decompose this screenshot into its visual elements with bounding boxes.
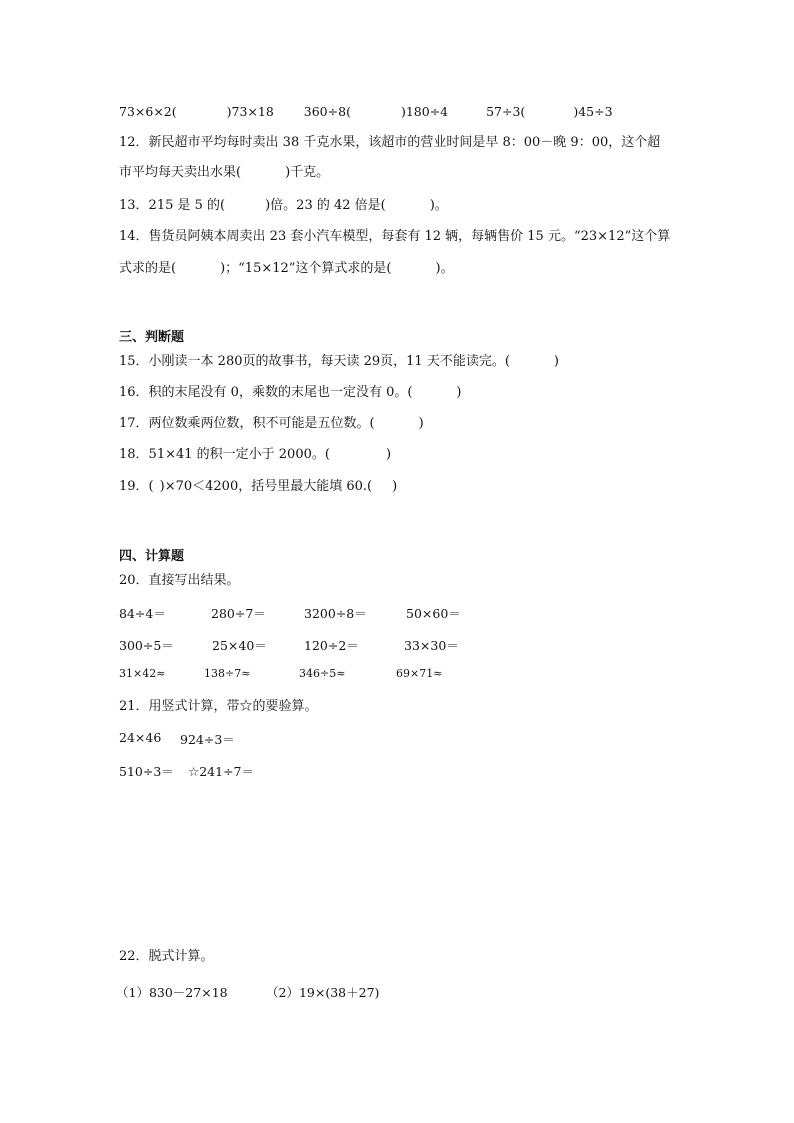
q20-row3-c3: 346÷5≈ <box>299 667 346 680</box>
q16-text: 16．积的末尾没有 0，乘数的末尾也一定没有 0。( <box>119 385 413 400</box>
q20-row1-c1: 84÷4＝ <box>119 606 166 621</box>
q20-row2-c3: 120÷2＝ <box>304 638 359 653</box>
q11-expr-f: )45÷3 <box>573 104 613 119</box>
q12-line1: 12．新民超市平均每时卖出 38 千克水果，该超市的营业时间是早 8：00－晚 9：00，这个超 <box>119 135 661 150</box>
q20-row2-c2: 25×40＝ <box>212 638 267 653</box>
q13-line <box>119 197 448 215</box>
q22-item-1: （1）830－27×18 <box>116 985 228 1000</box>
q14-line1: 14．售货员阿姨本周卖出 23 套小汽车模型，每套有 12 辆，每辆售价 15 元。“23×12”这个算 <box>119 229 671 244</box>
q15-close: ) <box>553 354 559 369</box>
q19-open: 19．( <box>119 479 154 494</box>
q13-part-c: )。 <box>429 198 448 213</box>
q15-text: 15．小刚读一本 280页的故事书，每天读 29页，11 天不能读完。( <box>119 354 510 369</box>
q11-line <box>119 104 613 119</box>
q21-row1-c1: 24×46 <box>119 730 162 745</box>
q20-row3-c2: 138÷7≈ <box>204 667 251 680</box>
q11-expr-e: 57÷3( <box>486 104 526 119</box>
q17-line <box>119 415 424 433</box>
q17-close: ) <box>418 416 424 431</box>
section-3-heading: 三、判断题 <box>119 330 185 345</box>
q11-expr-c: 360÷8( <box>303 104 351 119</box>
q14-line2 <box>119 260 454 278</box>
q11-expr-a: 73×6×2( <box>119 104 177 119</box>
q14-part-b: )；“15×12”这个算式求的是( <box>220 261 392 276</box>
q20-row2-c1: 300÷5＝ <box>119 638 174 653</box>
q20-row3-c4: 69×71≈ <box>396 667 443 680</box>
q19-close: ) <box>392 479 398 494</box>
q19-line <box>119 478 397 496</box>
q12-unit: )千克。 <box>285 165 330 180</box>
q11-expr-b: )73×18 <box>226 104 274 119</box>
q12-line2 <box>119 164 329 182</box>
q21-title: 21．用竖式计算，带☆的要验算。 <box>119 699 318 714</box>
q20-row1-c3: 3200÷8＝ <box>304 606 367 621</box>
q16-line <box>119 384 462 402</box>
q20-row2-c4: 33×30＝ <box>404 638 459 653</box>
q13-part-b: )倍。23 的 42 倍是( <box>265 198 386 213</box>
q14-part-c: )。 <box>435 261 454 276</box>
q16-close: ) <box>456 385 462 400</box>
q20-title: 20．直接写出结果。 <box>119 573 240 588</box>
q18-close: ) <box>385 447 392 462</box>
q13-part-a: 13．215 是 5 的( <box>119 198 226 213</box>
q11-expr-d: )180÷4 <box>400 104 449 119</box>
q20-row1-c4: 50×60＝ <box>406 606 461 621</box>
q17-text: 17．两位数乘两位数，积不可能是五位数。( <box>119 416 375 431</box>
section-4-heading: 四、计算题 <box>119 549 185 564</box>
q22-item-2: （2）19×(38＋27) <box>266 985 380 1000</box>
q19-text: )×70＜4200，括号里最大能填 60.( <box>159 479 373 494</box>
q15-line <box>119 353 559 371</box>
q22-title: 22．脱式计算。 <box>119 949 214 964</box>
q20-row3-c1: 31×42≈ <box>119 667 166 680</box>
q14-part-a: 式求的是( <box>119 261 177 276</box>
q18-line <box>119 446 391 464</box>
q18-text: 18．51×41 的积一定小于 2000。( <box>119 447 330 462</box>
q21-row2-c1: 510÷3＝ <box>119 764 174 779</box>
q12-text: 市平均每天卖出水果( <box>119 165 242 180</box>
q20-row1-c2: 280÷7＝ <box>211 606 266 621</box>
q21-row2-c2: ☆241÷7＝ <box>188 764 254 779</box>
q21-row1-c2: 924÷3＝ <box>180 732 235 747</box>
